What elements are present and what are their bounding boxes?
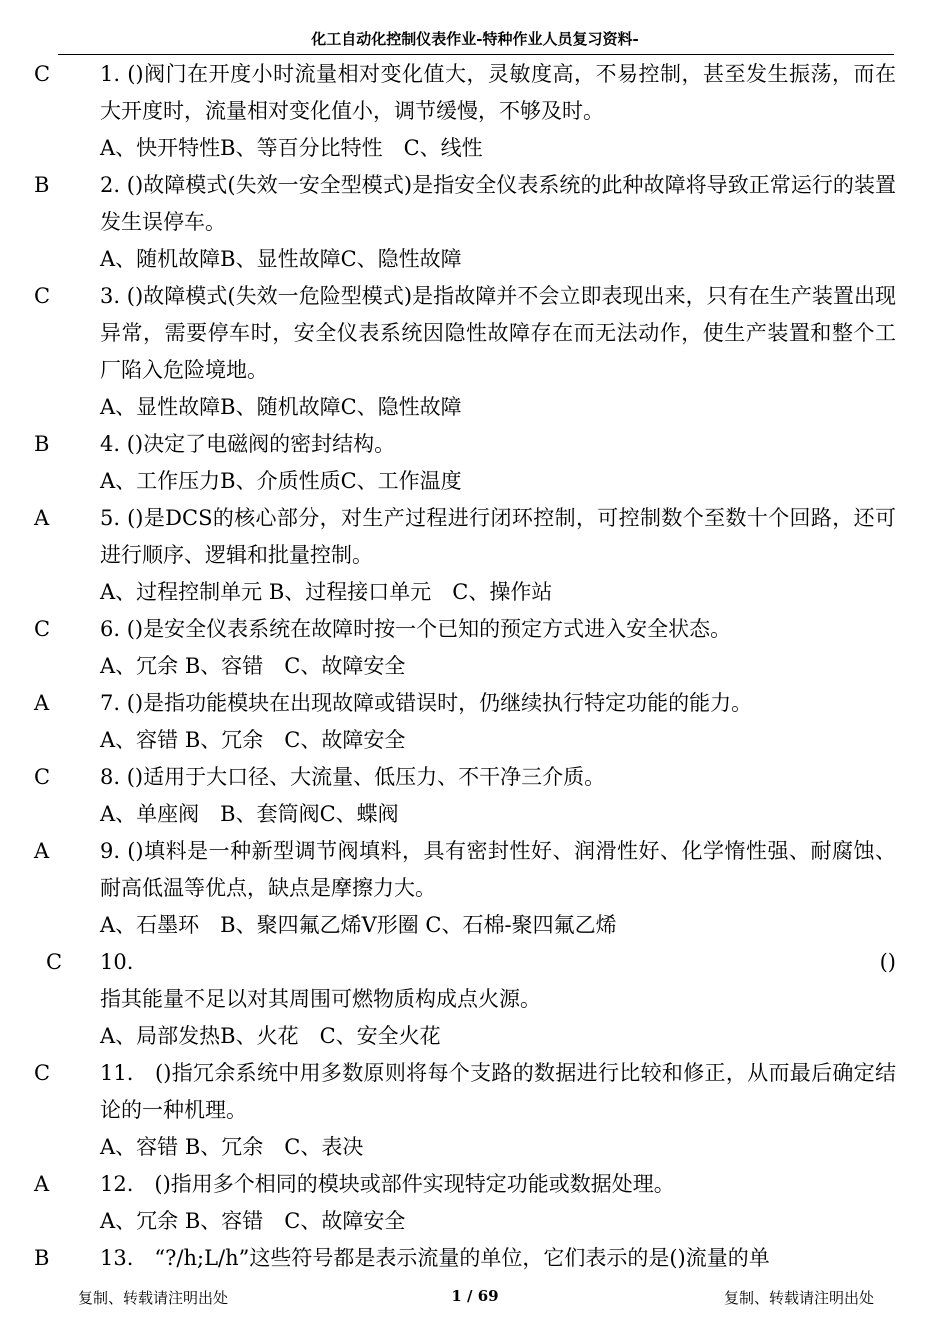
question-stem: 5. ()是DCS的核心部分，对生产过程进行闭环控制，可控制数个至数十个回路，还可进行顺序、逻辑和批量控制。 xyxy=(100,506,896,567)
question-stem: 8. ()适用于大口径、大流量、低压力、不干净三介质。 xyxy=(100,765,606,789)
question-item xyxy=(0,1166,950,1240)
page-header: 化工自动化控制仪表作业-特种作业人员复习资料- xyxy=(311,30,639,48)
question-options: A、随机故障B、显性故障C、隐性故障 xyxy=(100,247,462,271)
question-stem: 4. ()决定了电磁阀的密封结构。 xyxy=(100,432,396,456)
question-stem: 6. ()是安全仪表系统在故障时按一个已知的预定方式进入安全状态。 xyxy=(100,617,732,641)
question-list xyxy=(0,56,950,1277)
question-number: 10. xyxy=(100,950,134,974)
footer-copyright-right: 复制、转载请注明出处 xyxy=(723,1289,874,1307)
answer-key: C xyxy=(46,950,63,974)
question-stem: 12. ()指用多个相同的模块或部件实现特定功能或数据处理。 xyxy=(100,1172,675,1196)
question-options: A、冗余 B、容错 C、故障安全 xyxy=(100,654,406,678)
answer-key: B xyxy=(34,173,50,197)
question-stem: 2. ()故障模式(失效一安全型模式)是指安全仪表系统的此种故障将导致正常运行的装置发生误停车。 xyxy=(100,173,896,234)
question-options: A、单座阀 B、套筒阀C、蝶阀 xyxy=(100,802,399,826)
question-options: A、快开特性B、等百分比特性 C、线性 xyxy=(100,136,483,160)
answer-key: A xyxy=(34,1172,50,1196)
question-item xyxy=(0,56,950,167)
question-item xyxy=(0,944,950,1055)
question-item xyxy=(0,833,950,944)
answer-key: C xyxy=(34,617,51,641)
question-blank: () xyxy=(879,950,896,974)
question-item xyxy=(0,759,950,833)
question-options: A、过程控制单元 B、过程接口单元 C、操作站 xyxy=(100,580,553,604)
question-item xyxy=(0,278,950,426)
question-stem: 9. ()填料是一种新型调节阀填料，具有密封性好、润滑性好、化学惰性强、耐腐蚀、耐高低温等优点，缺点是摩擦力大。 xyxy=(100,839,896,900)
question-item xyxy=(0,1240,950,1277)
question-stem: 3. ()故障模式(失效一危险型模式)是指故障并不会立即表现出来，只有在生产装置出现异常，需要停车时，安全仪表系统因隐性故障存在而无法动作，使生产装置和整个工厂陷入危险境地。 xyxy=(100,284,896,382)
question-stem: 13. “?/h;L/h”这些符号都是表示流量的单位，它们表示的是()流量的单 xyxy=(100,1246,770,1270)
question-item xyxy=(0,500,950,611)
answer-key: C xyxy=(34,62,51,86)
answer-key: A xyxy=(34,691,50,715)
question-options: A、工作压力B、介质性质C、工作温度 xyxy=(100,469,462,493)
answer-key: A xyxy=(34,839,50,863)
question-options: A、冗余 B、容错 C、故障安全 xyxy=(100,1209,406,1233)
answer-key: B xyxy=(34,1246,50,1270)
question-stem: 7. ()是指功能模块在出现故障或错误时，仍继续执行特定功能的能力。 xyxy=(100,691,753,715)
question-options: A、容错 B、冗余 C、表决 xyxy=(100,1135,364,1159)
page-number: 1 / 69 xyxy=(451,1287,499,1305)
question-stem: 1. ()阀门在开度小时流量相对变化值大，灵敏度高，不易控制，甚至发生振荡，而在大开度时，流量相对变化值小，调节缓慢，不够及时。 xyxy=(100,62,896,123)
question-options: A、局部发热B、火花 C、安全火花 xyxy=(100,1024,441,1048)
question-stem: 指其能量不足以对其周围可燃物质构成点火源。 xyxy=(100,987,541,1011)
answer-key: C xyxy=(34,1061,51,1085)
page-footer xyxy=(0,1287,950,1311)
question-item xyxy=(0,1055,950,1166)
question-number-row xyxy=(100,944,896,981)
answer-key: A xyxy=(34,506,50,530)
answer-key: B xyxy=(34,432,50,456)
question-stem: 11. ()指冗余系统中用多数原则将每个支路的数据进行比较和修正，从而最后确定结论的一种机理。 xyxy=(100,1061,896,1122)
question-item xyxy=(0,611,950,685)
question-item xyxy=(0,167,950,278)
question-item xyxy=(0,685,950,759)
footer-copyright-left: 复制、转载请注明出处 xyxy=(78,1289,229,1307)
question-item xyxy=(0,426,950,500)
answer-key: C xyxy=(34,284,51,308)
question-options: A、显性故障B、随机故障C、隐性故障 xyxy=(100,395,462,419)
header-divider xyxy=(58,54,894,55)
question-options: A、石墨环 B、聚四氟乙烯V形圈 C、石棉-聚四氟乙烯 xyxy=(100,913,617,937)
answer-key: C xyxy=(34,765,51,789)
question-options: A、容错 B、冗余 C、故障安全 xyxy=(100,728,406,752)
